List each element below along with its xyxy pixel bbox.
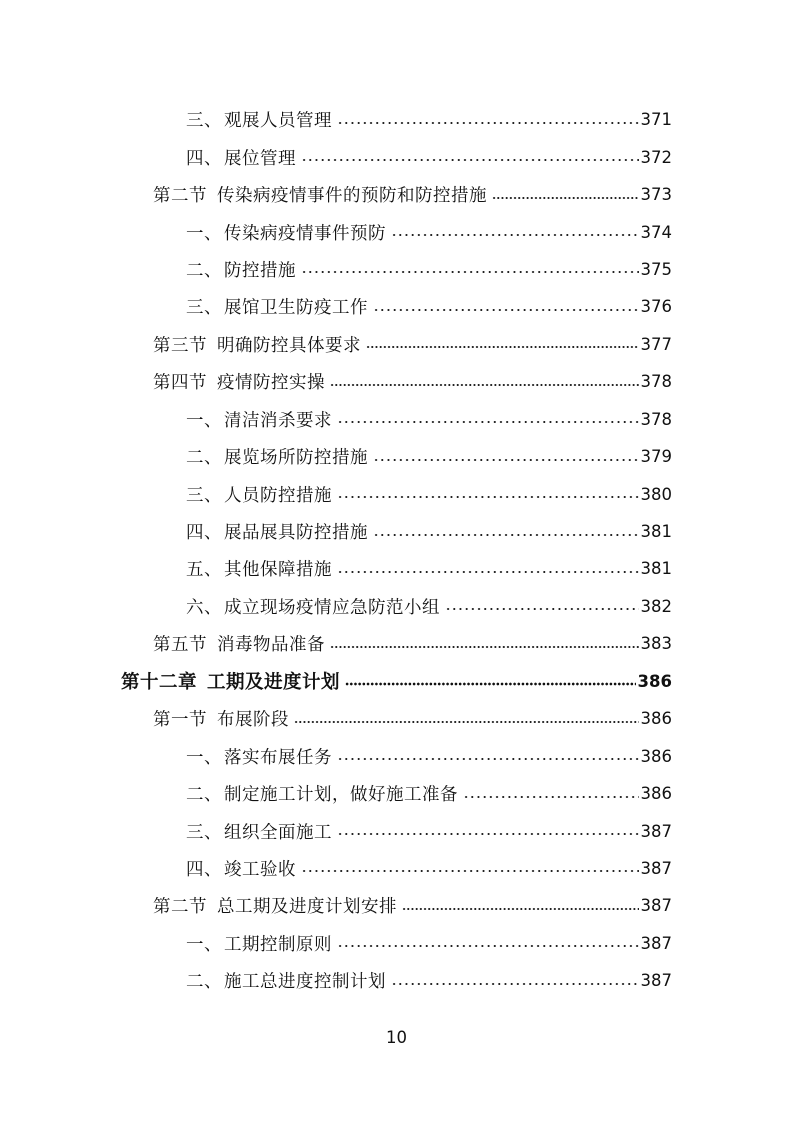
- dot-leader: [337, 492, 639, 502]
- toc-entry-title: 落实布展任务: [224, 747, 332, 768]
- toc-entry-number: 三、: [186, 485, 222, 506]
- toc-entry-title: 制定施工计划，做好施工准备: [224, 785, 458, 806]
- toc-entry-line: [186, 257, 672, 282]
- toc-section-entry[interactable]: [0, 625, 793, 662]
- dot-leader: [301, 866, 639, 876]
- toc-subsection-entry[interactable]: [0, 288, 793, 325]
- dot-leader: [337, 118, 639, 128]
- toc-entry-number: 二、: [186, 448, 222, 469]
- toc-entry-line: [153, 182, 672, 207]
- toc-entry-page: 375: [640, 259, 672, 279]
- toc-entry-number: 三、: [186, 298, 222, 319]
- toc-section-entry[interactable]: [0, 887, 793, 924]
- dot-leader: [337, 829, 639, 839]
- page-number: 10: [386, 1028, 407, 1047]
- toc-entry-title: 展览场所防控措施: [224, 448, 368, 469]
- toc-entry-title: 其他保障措施: [224, 560, 332, 581]
- toc-entry-number: 二、: [186, 785, 222, 806]
- toc-entry-line: [186, 444, 672, 469]
- dot-leader: [337, 417, 639, 427]
- toc-entry-title: 工期及进度计划: [207, 672, 341, 694]
- toc-entry-line: [153, 631, 672, 656]
- toc-entry-number: 一、: [186, 410, 222, 431]
- toc-entry-title: 展位管理: [224, 148, 296, 169]
- toc-entry-number: 五、: [186, 560, 222, 581]
- dot-leader: [463, 792, 639, 802]
- toc-entry-line: [186, 482, 672, 507]
- toc-entry-line: [186, 107, 672, 132]
- toc-entry-title: 清洁消杀要求: [224, 410, 332, 431]
- dot-leader: [445, 604, 639, 614]
- toc-section-entry[interactable]: [0, 363, 793, 400]
- toc-entry-number: 第五节: [153, 635, 207, 656]
- toc-entry-title: 传染病疫情事件预防: [224, 223, 386, 244]
- toc-entry-line: [186, 968, 672, 993]
- toc-entry-line: [186, 819, 672, 844]
- toc-entry-page: 387: [640, 858, 672, 878]
- toc-chapter-entry[interactable]: [0, 663, 793, 700]
- toc-subsection-entry[interactable]: [0, 550, 793, 587]
- toc-entry-label: [153, 182, 487, 207]
- toc-entry-number: 四、: [186, 148, 222, 169]
- toc-entry-label: [153, 631, 325, 656]
- toc-entry-page: 387: [640, 896, 672, 916]
- toc-entry-title: 总工期及进度计划安排: [217, 897, 397, 918]
- toc-entry-label: [186, 482, 332, 507]
- toc-entry-page: 373: [640, 185, 672, 205]
- toc-entry-page: 386: [640, 709, 672, 729]
- toc-entry-number: 第一节: [153, 710, 207, 731]
- toc-entry-line: [121, 668, 672, 694]
- toc-entry-line: [153, 893, 672, 918]
- toc-entry-number: 六、: [186, 597, 222, 618]
- toc-entry-label: [186, 556, 332, 581]
- toc-entry-page: 387: [640, 821, 672, 841]
- toc-entry-line: [153, 369, 672, 394]
- toc-entry-page: 374: [640, 222, 672, 242]
- dot-leader: [337, 941, 639, 951]
- toc-entry-page: 386: [640, 746, 672, 766]
- toc-entry-title: 防控措施: [224, 260, 296, 281]
- toc-entry-title: 施工总进度控制计划: [224, 972, 386, 993]
- toc-entry-line: [186, 519, 672, 544]
- dot-leader: [301, 155, 639, 165]
- toc-entry-number: 四、: [186, 859, 222, 880]
- toc-section-entry[interactable]: [0, 326, 793, 363]
- toc-entry-label: [186, 294, 368, 319]
- toc-entry-page: 372: [640, 147, 672, 167]
- toc-entry-label: [153, 332, 361, 357]
- toc-entry-label: [186, 594, 440, 619]
- toc-entry-line: [186, 744, 672, 769]
- dot-leader: [330, 380, 639, 390]
- toc-entry-line: [186, 594, 672, 619]
- table-of-contents: [0, 101, 793, 1000]
- toc-entry-title: 竣工验收: [224, 859, 296, 880]
- toc-entry-number: 第三节: [153, 335, 207, 356]
- toc-entry-line: [186, 781, 672, 806]
- toc-entry-page: 381: [640, 559, 672, 579]
- toc-entry-title: 成立现场疫情应急防范小组: [224, 597, 440, 618]
- dot-leader: [492, 193, 639, 203]
- toc-entry-title: 展馆卫生防疫工作: [224, 298, 368, 319]
- toc-entry-page: 381: [640, 522, 672, 542]
- toc-entry-label: [186, 744, 332, 769]
- toc-entry-title: 消毒物品准备: [217, 635, 325, 656]
- toc-entry-title: 展品展具防控措施: [224, 523, 368, 544]
- toc-entry-line: [186, 294, 672, 319]
- toc-entry-number: 第十二章: [121, 672, 198, 694]
- toc-entry-label: [186, 257, 296, 282]
- toc-subsection-entry[interactable]: [0, 775, 793, 812]
- toc-entry-label: [186, 931, 332, 956]
- toc-entry-page: 387: [640, 933, 672, 953]
- toc-entry-label: [121, 668, 340, 694]
- toc-entry-label: [186, 145, 296, 170]
- toc-entry-line: [153, 706, 672, 731]
- toc-entry-label: [153, 893, 397, 918]
- toc-entry-label: [186, 220, 386, 245]
- toc-entry-number: 一、: [186, 223, 222, 244]
- dot-leader: [373, 305, 639, 315]
- toc-subsection-entry[interactable]: [0, 925, 793, 962]
- toc-entry-page: 386: [637, 671, 672, 691]
- toc-entry-number: 第二节: [153, 186, 207, 207]
- toc-entry-label: [153, 706, 289, 731]
- toc-entry-page: 377: [640, 334, 672, 354]
- toc-subsection-entry[interactable]: [0, 962, 793, 999]
- toc-entry-number: 四、: [186, 523, 222, 544]
- toc-section-entry[interactable]: [0, 700, 793, 737]
- toc-entry-number: 一、: [186, 747, 222, 768]
- toc-entry-label: [186, 781, 458, 806]
- dot-leader: [345, 679, 636, 689]
- toc-subsection-entry[interactable]: [0, 213, 793, 250]
- toc-entry-title: 传染病疫情事件的预防和防控措施: [217, 186, 487, 207]
- toc-entry-title: 组织全面施工: [224, 822, 332, 843]
- dot-leader: [294, 717, 639, 727]
- toc-subsection-entry[interactable]: [0, 812, 793, 849]
- dot-leader: [373, 530, 639, 540]
- toc-subsection-entry[interactable]: [0, 513, 793, 550]
- toc-entry-label: [186, 519, 368, 544]
- toc-entry-page: 382: [640, 596, 672, 616]
- toc-entry-number: 三、: [186, 111, 222, 132]
- dot-leader: [330, 642, 639, 652]
- toc-subsection-entry[interactable]: [0, 138, 793, 175]
- toc-subsection-entry[interactable]: [0, 850, 793, 887]
- toc-subsection-entry[interactable]: [0, 401, 793, 438]
- toc-entry-page: 386: [640, 784, 672, 804]
- toc-entry-title: 工期控制原则: [224, 934, 332, 955]
- toc-entry-label: [186, 819, 332, 844]
- toc-subsection-entry[interactable]: [0, 251, 793, 288]
- toc-entry-line: [186, 556, 672, 581]
- toc-entry-line: [186, 856, 672, 881]
- toc-entry-line: [186, 931, 672, 956]
- dot-leader: [373, 455, 639, 465]
- toc-entry-label: [186, 856, 296, 881]
- toc-entry-number: 二、: [186, 260, 222, 281]
- toc-entry-title: 观展人员管理: [224, 111, 332, 132]
- toc-entry-line: [186, 407, 672, 432]
- toc-entry-number: 一、: [186, 934, 222, 955]
- toc-entry-label: [186, 407, 332, 432]
- toc-entry-title: 人员防控措施: [224, 485, 332, 506]
- toc-subsection-entry[interactable]: [0, 438, 793, 475]
- toc-entry-page: 376: [640, 297, 672, 317]
- toc-section-entry[interactable]: [0, 176, 793, 213]
- toc-entry-title: 布展阶段: [217, 710, 289, 731]
- toc-entry-page: 383: [640, 634, 672, 654]
- toc-entry-title: 疫情防控实操: [217, 373, 325, 394]
- toc-subsection-entry[interactable]: [0, 737, 793, 774]
- dot-leader: [391, 979, 639, 989]
- dot-leader: [337, 567, 639, 577]
- dot-leader: [337, 754, 639, 764]
- toc-entry-number: 第四节: [153, 373, 207, 394]
- toc-entry-page: 378: [640, 409, 672, 429]
- toc-entry-number: 第二节: [153, 897, 207, 918]
- toc-entry-page: 378: [640, 372, 672, 392]
- dot-leader: [391, 230, 639, 240]
- toc-entry-label: [186, 107, 332, 132]
- toc-subsection-entry[interactable]: [0, 101, 793, 138]
- dot-leader: [301, 267, 639, 277]
- dot-leader: [366, 342, 639, 352]
- toc-entry-label: [186, 444, 368, 469]
- toc-entry-number: 三、: [186, 822, 222, 843]
- toc-entry-page: 380: [640, 484, 672, 504]
- toc-entry-page: 387: [640, 971, 672, 991]
- toc-subsection-entry[interactable]: [0, 475, 793, 512]
- toc-entry-label: [186, 968, 386, 993]
- toc-entry-page: 379: [640, 447, 672, 467]
- toc-entry-label: [153, 369, 325, 394]
- toc-entry-title: 明确防控具体要求: [217, 335, 361, 356]
- toc-entry-line: [153, 332, 672, 357]
- dot-leader: [402, 904, 639, 914]
- toc-entry-page: 371: [640, 110, 672, 130]
- toc-entry-number: 二、: [186, 972, 222, 993]
- toc-subsection-entry[interactable]: [0, 588, 793, 625]
- toc-entry-line: [186, 220, 672, 245]
- toc-entry-line: [186, 145, 672, 170]
